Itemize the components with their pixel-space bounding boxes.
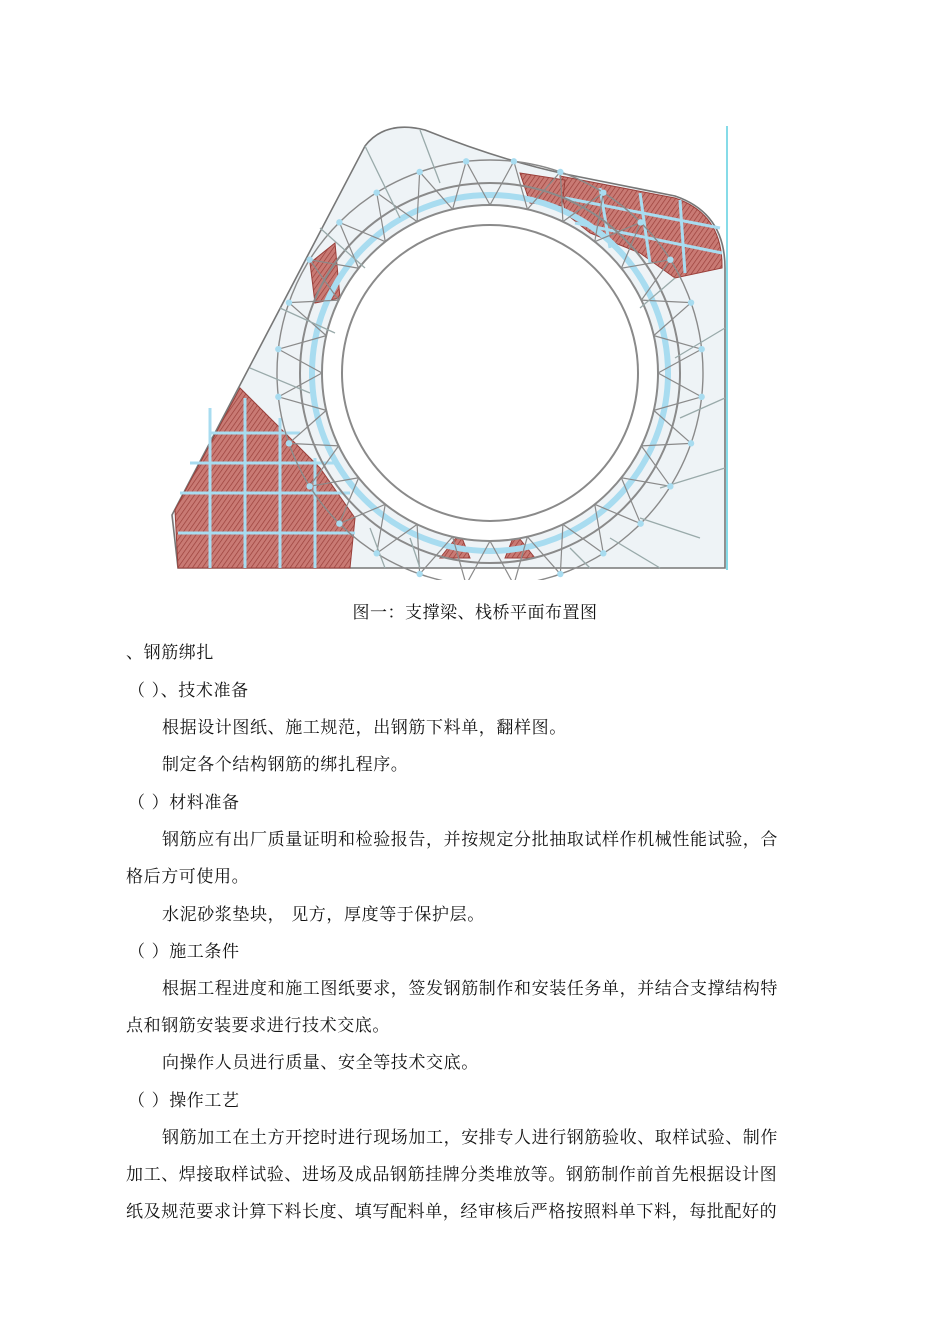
paragraph: 根据工程进度和施工图纸要求，签发钢筋制作和安装任务单，并结合支撑结构特 — [162, 979, 778, 999]
paragraph-continued: 纸及规范要求计算下料长度、填写配料单，经审核后严格按照料单下料，每批配好的 — [126, 1202, 778, 1222]
truss-node — [557, 169, 563, 175]
truss-node — [336, 219, 342, 225]
truss-node — [373, 550, 379, 556]
paragraph-continued: 加工、焊接取样试验、进场及成品钢筋挂牌分类堆放等。钢筋制作前首先根据设计图 — [126, 1165, 778, 1185]
truss-node — [698, 394, 704, 400]
truss-node — [275, 394, 281, 400]
paragraph-continued: 格后方可使用。 — [126, 867, 250, 887]
subsection-title-1: （ ）、技术准备 — [128, 681, 249, 701]
truss-node — [557, 571, 563, 577]
truss-node — [306, 483, 312, 489]
truss-node — [688, 299, 694, 305]
truss-node — [286, 440, 292, 446]
truss-node — [667, 483, 673, 489]
figure-caption: 图一：支撑梁、栈桥平面布置图 — [352, 603, 598, 623]
truss-node — [688, 440, 694, 446]
truss-node — [698, 346, 704, 352]
paragraph: 钢筋加工在土方开挖时进行现场加工，安排专人进行钢筋验收、取样试验、制作 — [162, 1128, 778, 1148]
truss-node — [416, 169, 422, 175]
truss-node — [511, 158, 517, 164]
paragraph: 向操作人员进行质量、安全等技术交底。 — [162, 1053, 479, 1073]
truss-node — [600, 550, 606, 556]
truss-node — [275, 346, 281, 352]
subsection-title-3: （ ）施工条件 — [128, 942, 240, 962]
subsection-title-4: （ ）操作工艺 — [128, 1091, 240, 1111]
truss-node — [637, 219, 643, 225]
section-title: 、钢筋绑扎 — [126, 643, 214, 663]
support-beam-plan-figure — [170, 118, 740, 580]
truss-node — [667, 256, 673, 262]
truss-node — [373, 189, 379, 195]
paragraph: 钢筋应有出厂质量证明和检验报告，并按规定分批抽取试样作机械性能试验，合 — [162, 830, 778, 850]
truss-node — [336, 520, 342, 526]
truss-node — [306, 256, 312, 262]
paragraph: 制定各个结构钢筋的绑扎程序。 — [162, 755, 409, 775]
subsection-title-2: （ ）材料准备 — [128, 793, 240, 813]
ring-inner-void — [342, 225, 638, 521]
truss-node — [637, 520, 643, 526]
truss-node — [286, 299, 292, 305]
paragraph-continued: 点和钢筋安装要求进行技术交底。 — [126, 1016, 390, 1036]
paragraph: 水泥砂浆垫块， 见方，厚度等于保护层。 — [162, 905, 485, 925]
truss-node — [600, 189, 606, 195]
paragraph: 根据设计图纸、施工规范，出钢筋下料单，翻样图。 — [162, 718, 567, 738]
truss-node — [416, 571, 422, 577]
truss-node — [463, 158, 469, 164]
